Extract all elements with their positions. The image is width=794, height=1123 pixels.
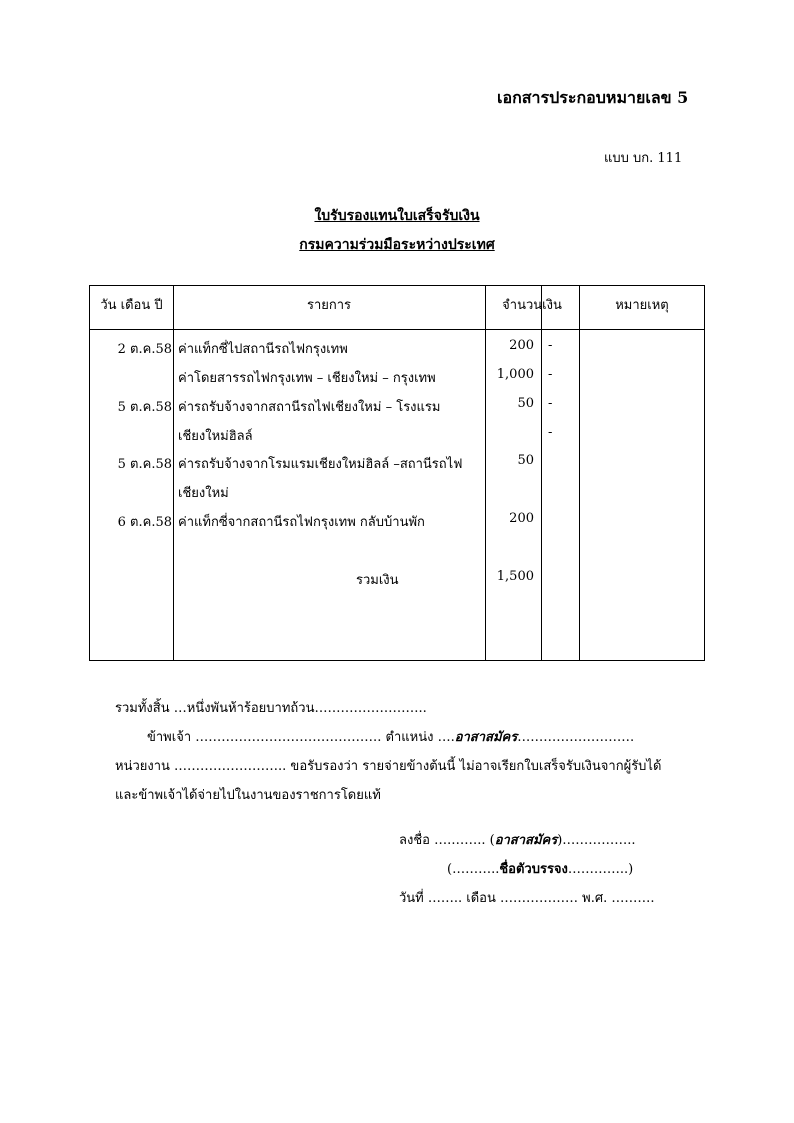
row-amount: 1,000 (496, 367, 534, 382)
header-item: รายการ (306, 298, 352, 313)
declarant-line (147, 726, 634, 747)
row-item: ค่ารถรับจ้างจากสถานีรถไฟเชียงใหม่ – โรงแรม (178, 400, 441, 415)
printed-name: ชื่อตัวบรรจง (499, 862, 568, 877)
signature-line (399, 829, 636, 850)
declarant-text: ข้าพเจ้า ……………………………………. ตำแหน่ง …. (147, 730, 455, 745)
row-amount: 200 (509, 338, 534, 353)
row-item: ค่าแท็กซี่ไปสถานีรถไฟกรุงเทพ (178, 342, 348, 357)
row-item: ค่าโดยสารรถไฟกรุงเทพ – เชียงใหม่ – กรุงเทพ (178, 371, 436, 386)
position-dots: ……………………… (517, 730, 635, 745)
row-satang: - (548, 396, 553, 411)
certification-line-2: และข้าพเจ้าได้จ่ายไปในงานของราชการโดยแท้ (115, 788, 381, 803)
table-header-divider (90, 329, 704, 330)
total-label: รวมเงิน (356, 573, 399, 588)
signature-label: ลงชื่อ ….…….. ( (399, 833, 495, 848)
row-amount: 50 (517, 453, 534, 468)
signature-dots: )…………….. (557, 833, 636, 848)
row-satang: - (548, 425, 553, 440)
row-date: 5 ต.ค.58 (117, 457, 172, 472)
expense-table (89, 285, 705, 661)
total-words-label: รวมทั้งสิ้น (115, 701, 170, 716)
header-amount: จำนวนเงิน (502, 298, 562, 313)
document-title: ใบรับรองแทนใบเสร็จรับเงิน (314, 208, 480, 224)
printed-name-line (447, 858, 633, 879)
row-date: 2 ต.ค.58 (117, 342, 172, 357)
header-remark: หมายเหตุ (615, 298, 669, 313)
row-item: ค่ารถรับจ้างจากโรมแรมเชียงใหม่ฮิลล์ –สถานีรถไฟ (178, 457, 463, 472)
document-reference: เอกสารประกอบหมายเลข 5 (497, 88, 689, 107)
form-number: แบบ บก. 111 (604, 151, 683, 166)
row-date: 6 ต.ค.58 (117, 515, 172, 530)
name-open: (……….. (447, 862, 500, 877)
total-amount: 1,500 (496, 569, 534, 584)
row-satang: - (548, 367, 553, 382)
table-divider (579, 286, 580, 660)
date-line: วันที่ …….. เดือน ……………… พ.ศ. ………. (399, 891, 655, 906)
department-title: กรมความร่วมมือระหว่างประเทศ (299, 237, 495, 253)
row-item: เชียงใหม่ฮิลล์ (178, 429, 253, 444)
table-divider (541, 286, 542, 660)
total-in-words (115, 697, 427, 718)
row-satang: - (548, 338, 553, 353)
table-divider (173, 286, 174, 660)
name-close: …………..) (567, 862, 634, 877)
row-date: 5 ต.ค.58 (117, 400, 172, 415)
position-value: อาสาสมัคร (454, 730, 518, 745)
row-amount: 50 (517, 396, 534, 411)
row-item: ค่าแท็กซี่จากสถานีรถไฟกรุงเทพ กลับบ้านพัก (178, 515, 425, 530)
signature-role: อาสาสมัคร (494, 833, 558, 848)
certification-line: หน่วยงาน …………………….. ขอรับรองว่า รายจ่ายข้างต้นนี้ ไม่อาจเรียกใบเสร็จรับเงินจากผู้รับได้ (115, 759, 662, 774)
row-amount: 200 (509, 511, 534, 526)
row-item: เชียงใหม่ (178, 486, 229, 501)
total-words-value: …หนึ่งพันห้าร้อยบาทถ้วน…………………….. (173, 701, 427, 716)
header-date: วัน เดือน ปี (100, 298, 163, 313)
